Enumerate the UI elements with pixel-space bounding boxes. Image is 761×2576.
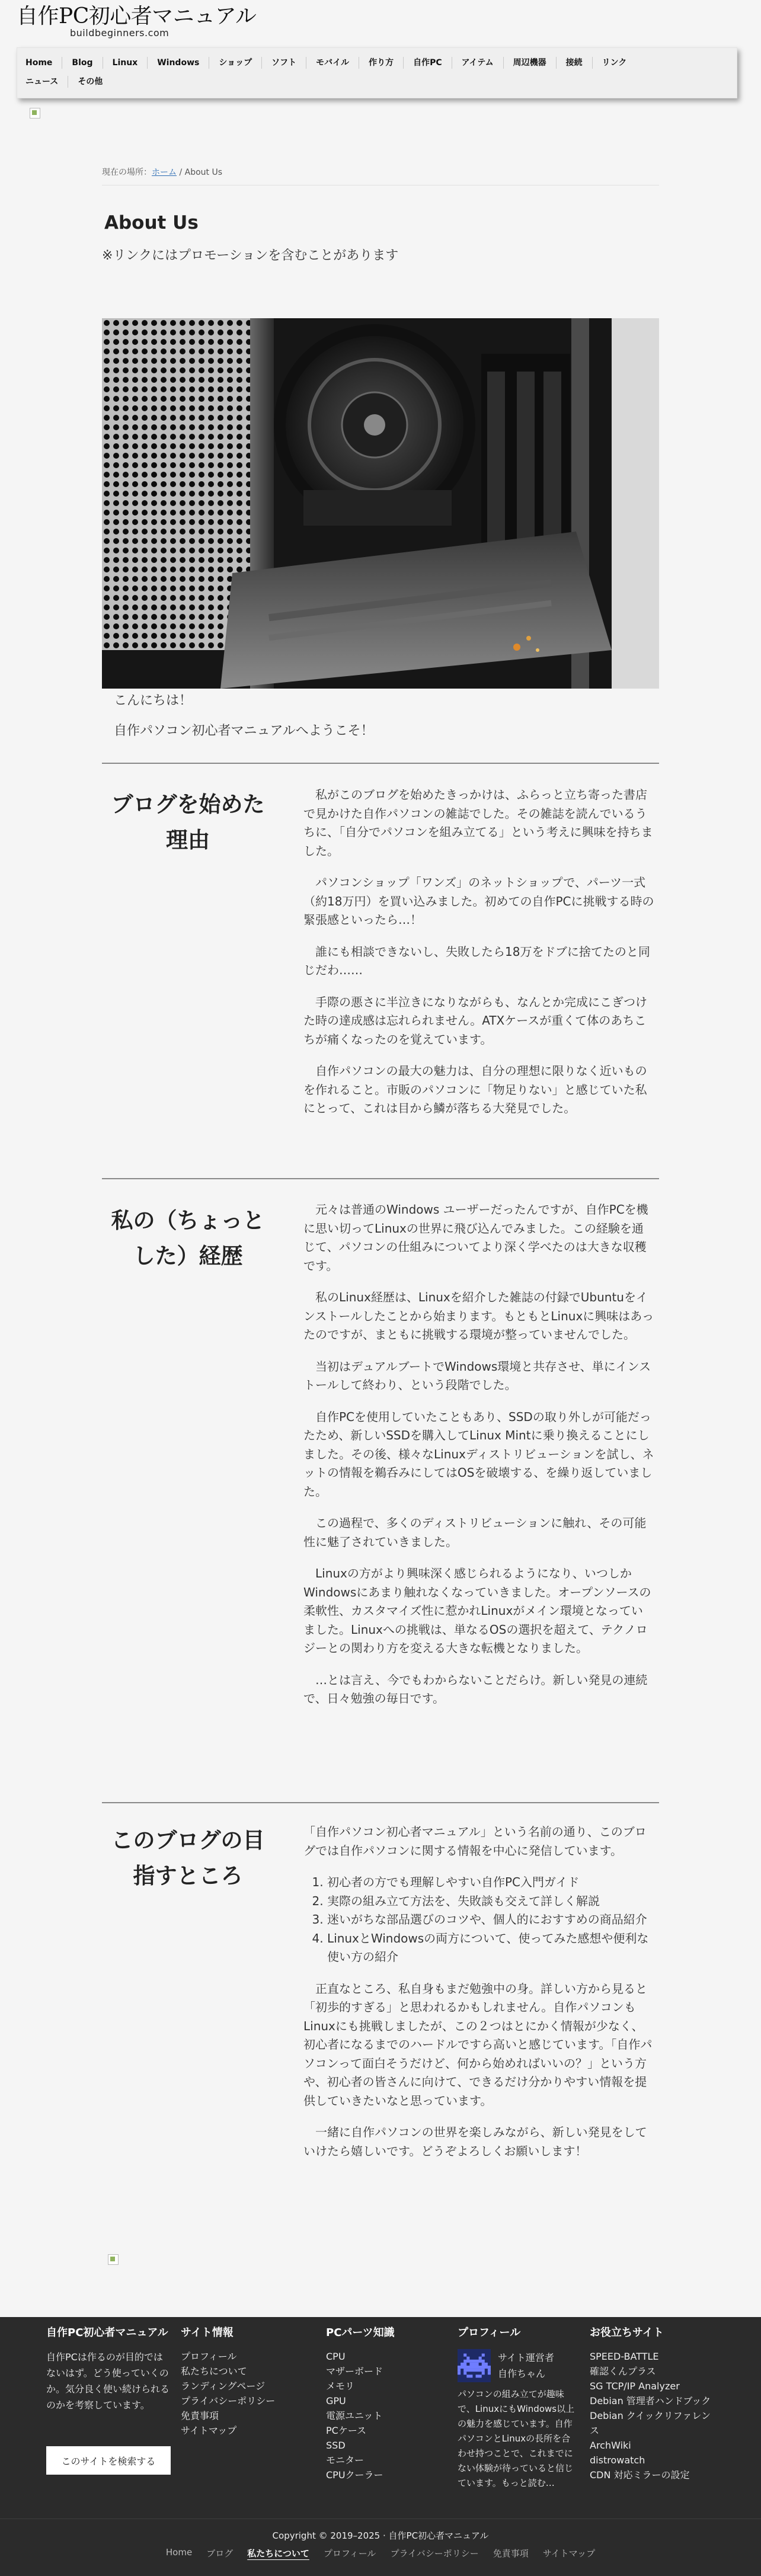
- footer-link[interactable]: 電源ユニット: [326, 2410, 383, 2421]
- banner-image-placeholder: [30, 108, 40, 119]
- invader-avatar-icon: [458, 2349, 491, 2382]
- footer-link[interactable]: GPU: [326, 2395, 346, 2407]
- footer-about-title: 自作PC初心者マニュアル: [46, 2327, 168, 2339]
- footer-link[interactable]: 確認くんプラス: [590, 2366, 656, 2377]
- breadcrumb-separator: /: [177, 168, 185, 177]
- greeting-text: こんにちは！: [114, 693, 193, 708]
- section-paragraph: 自作パソコンの最大の魅力は、自分の理想に限りなく近いものを作れること。市販のパソコンに「物足りない」と感じていた私にとって、これは目から鱗が落ちる大発見でした。: [303, 1064, 647, 1115]
- nav-row-1: [17, 54, 636, 72]
- section-body: [303, 1823, 654, 2174]
- footer-link[interactable]: プライバシーポリシー: [181, 2395, 276, 2407]
- footer-link[interactable]: SPEED-BATTLE: [590, 2351, 659, 2362]
- nav-item-item[interactable]: 作り方: [359, 57, 404, 69]
- nav-item-item[interactable]: ニュース: [17, 76, 68, 88]
- footer-link[interactable]: モニター: [326, 2455, 364, 2466]
- footer-link[interactable]: SG TCP/IP Analyzer: [590, 2380, 680, 2392]
- section-paragraph: 正直なところ、私自身もまだ勉強中の身。詳しい方から見ると「初歩的すぎる」と思われるかもしれません。自作パソコンもLinuxにも挑戦しましたが、この２つはとにかく情報が少なく、初心者になるまでのハードルですら高いと感じています。「自作パソコンって面白そうだけど、何から始めればいいの？」という方や、初心者の皆さんに向けて、できるだけ分かりやすい情報を提供していきたいなと思っています。: [303, 1981, 653, 2108]
- nav-item-item[interactable]: リンク: [602, 58, 627, 68]
- section-paragraph: 私のLinux経歴は、Linuxを紹介した雑誌の付録でUbuntuをインストールしたことから始まります。もともとLinuxに興味はあったのですが、まともに挑戦する環境が整っていませんでした。: [303, 1290, 654, 1342]
- site-search-button[interactable]: このサイトを検索する: [46, 2446, 171, 2475]
- section-title: ブログを始めた理由: [111, 792, 265, 853]
- footer-link[interactable]: 免責事項: [181, 2410, 219, 2421]
- breadcrumb-current: About Us: [184, 168, 223, 177]
- site-header: [0, 0, 761, 113]
- nav-item-home[interactable]: Home: [17, 57, 62, 69]
- breadcrumb: [102, 166, 222, 178]
- footer-nav-item[interactable]: プロフィール: [323, 2548, 376, 2559]
- footer-link[interactable]: ランディングページ: [181, 2380, 266, 2392]
- nav-item-windows[interactable]: Windows: [148, 57, 209, 69]
- footer-link[interactable]: マザーボード: [326, 2366, 383, 2377]
- profile-header: [458, 2349, 579, 2382]
- footer-link[interactable]: SSD: [326, 2440, 346, 2451]
- nav-item-item[interactable]: モバイル: [306, 57, 359, 69]
- feature-list: [303, 1873, 654, 1967]
- footer-nav-item[interactable]: サイトマップ: [542, 2548, 596, 2559]
- footer-link[interactable]: プロフィール: [181, 2351, 237, 2362]
- footer-link[interactable]: Debian 管理者ハンドブック: [590, 2395, 711, 2407]
- pc-hardware-photo: [102, 318, 659, 689]
- footer-useful-title: お役立ちサイト: [590, 2327, 664, 2339]
- section-paragraph: 私がこのブログを始めたきっかけは、ふらっと立ち寄った書店で見かけた自作パソコンの雑誌でした。その雑誌を読んでいるうちに、「自分でパソコンを組み立てる」という考えに興味を持ちました。: [303, 788, 653, 858]
- footer-about-column: [46, 2324, 171, 2413]
- section-paragraph: 当初はデュアルブートでWindows環境と共存させ、単にインストールして終わり、という段階でした。: [303, 1359, 651, 1392]
- section-paragraph: 元々は普通のWindows ユーザーだったんですが、自作PCを機に思い切ってLinuxの世界に飛び込んでみました。この経験を通じて、パソコンの仕組みについてより深く学べたのは大きな収穫です。: [303, 1202, 648, 1273]
- section-intro: 「自作パソコン初心者マニュアル」という名前の通り、このブログでは自作パソコンに関する情報を中心に発信しています。: [303, 1825, 647, 1858]
- site-footer: [0, 2317, 761, 2576]
- nav-item-item[interactable]: 接続: [557, 57, 593, 69]
- nav-item-blog[interactable]: Blog: [62, 57, 103, 69]
- list-item: 1. 初心者の方でも理解しやすい自作PC入門ガイド: [327, 1873, 654, 1892]
- welcome-text: 自作パソコン初心者マニュアルへようこそ！: [114, 724, 374, 738]
- footer-about-text: 自作PCは作るのが目的ではないはず。どう使っていくのか。気分良く使い続けられるのかを考察しています。: [46, 2351, 170, 2411]
- list-item: 4. LinuxとWindowsの両方について、使ってみた感想や便利な使い方の紹介: [327, 1929, 654, 1967]
- profile-name: 自作ちゃん: [498, 2368, 546, 2379]
- section-body: [303, 786, 654, 1131]
- footer-nav-item[interactable]: ブログ: [206, 2548, 234, 2559]
- section-body: [303, 1201, 654, 1721]
- nav-item-item[interactable]: ショップ: [209, 57, 262, 69]
- footer-nav-item[interactable]: Home: [165, 2547, 193, 2558]
- footer-useful-column: [590, 2324, 717, 2482]
- section-paragraph: …とは言え、今でもわからないことだらけ。新しい発見の連続で、日々勉強の毎日です。: [303, 1672, 648, 1705]
- list-item: 3. 迷いがちな部品選びのコツや、個人的におすすめの商品紹介: [327, 1911, 654, 1929]
- site-title[interactable]: 自作PC初心者マニュアル: [17, 4, 257, 28]
- copyright-text: Copyright © 2019–2025 · 自作PC初心者マニュアル: [272, 2530, 489, 2541]
- profile-role: サイト運営者: [498, 2352, 554, 2363]
- footer-link[interactable]: distrowatch: [590, 2455, 645, 2466]
- signature-image-placeholder: [108, 2254, 119, 2265]
- section-title: このブログの目指すところ: [111, 1828, 265, 1889]
- footer-site-info-title: サイト情報: [181, 2327, 234, 2339]
- footer-link[interactable]: 私たちについて: [181, 2366, 247, 2377]
- footer-link[interactable]: サイトマップ: [181, 2425, 237, 2436]
- footer-nav-item[interactable]: 私たちについて: [247, 2548, 309, 2559]
- section-paragraph: 自作PCを使用していたこともあり、SSDの取り外しが可能だったため、新しいSSDを購入してLinux Mintに乗り換えることにしました。その後、様々なLinuxディストリビューションを試し、ネットの情報を鵜呑みにしてはOSを破壊する、を繰り返していました。: [303, 1409, 654, 1499]
- footer-link[interactable]: CPU: [326, 2351, 346, 2362]
- main-navigation: [17, 47, 737, 98]
- section-paragraph: 一緒に自作パソコンの世界を楽しみながら、新しい発見をしていけたら嬉しいです。どうぞよろしくお願いします！: [303, 2125, 647, 2158]
- footer-parts-column: [326, 2324, 439, 2482]
- list-item: 2. 実際の組み立て方法を、失敗談も交えて詳しく解説: [327, 1892, 654, 1911]
- footer-profile-title: プロフィール: [458, 2327, 521, 2339]
- section-paragraph: Linuxの方がより興味深く感じられるようになり、いつしかWindowsにあまり触れなくなっていきました。オープンソースの柔軟性、カスタマイズ性に惹かれLinuxがメイン環境となっていました。Linuxへの挑戦は、単なるOSの選択を超えて、テクノロジーとの関わり方を変える大きな転機となりました。: [303, 1566, 651, 1655]
- section-title: 私の（ちょっとした）経歴: [111, 1208, 265, 1269]
- section-paragraph: 誰にも相談できないし、失敗したら18万をドブに捨てたのと同じだわ……: [303, 944, 650, 977]
- footer-link[interactable]: CPUクーラー: [326, 2469, 383, 2481]
- profile-text: パソコンの組み立てが趣味で、LinuxにもWindows以上の魅力を感じています。自作パソコンとLinuxの長所を合わせ持つことで、これまでにない体験が待っていると信じています。もっと読む…: [458, 2389, 575, 2488]
- nav-item-linux[interactable]: Linux: [103, 57, 148, 69]
- breadcrumb-home-link[interactable]: ホーム: [152, 168, 177, 177]
- pc-interior-illustration: [102, 318, 659, 689]
- promotion-note: ※リンクにはプロモーションを含むことがあります: [102, 248, 399, 263]
- nav-row-2: [17, 73, 112, 91]
- footer-navigation: [0, 2547, 761, 2559]
- section-divider: [102, 1802, 659, 1803]
- breadcrumb-prefix: 現在の場所：: [102, 168, 152, 177]
- section-paragraph: 手際の悪さに半泣きになりながらも、なんとか完成にこぎつけた時の達成感は忘れられません。ATXケースが重くて体のあちこちが痛くなったのを覚えています。: [303, 994, 647, 1047]
- footer-parts-title: PCパーツ知識: [326, 2327, 395, 2339]
- footer-site-info-column: [181, 2324, 305, 2438]
- site-subtitle: buildbeginners.com: [70, 27, 170, 39]
- section-paragraph: この過程で、多くのディストリビューションに触れ、その可能性に魅了されていきました。: [303, 1516, 647, 1549]
- footer-link[interactable]: CDN 対応ミラーの設定: [590, 2469, 690, 2481]
- section-divider: [102, 763, 659, 764]
- footer-link[interactable]: ArchWiki: [590, 2440, 631, 2451]
- footer-nav-item[interactable]: 免責事項: [493, 2548, 529, 2559]
- footer-profile-column: [458, 2324, 579, 2491]
- section-divider: [102, 1178, 659, 1179]
- footer-link[interactable]: メモリ: [326, 2380, 355, 2392]
- nav-item-item[interactable]: ソフト: [262, 57, 306, 69]
- nav-item-item[interactable]: 周辺機器: [504, 57, 557, 69]
- footer-link[interactable]: PCケース: [326, 2425, 367, 2436]
- nav-item-pc[interactable]: 自作PC: [404, 57, 452, 69]
- page-title: About Us: [104, 212, 199, 233]
- footer-link[interactable]: Debian クイックリファレンス: [590, 2410, 711, 2436]
- section-paragraph: パソコンショップ「ワンズ」のネットショップで、パーツ一式（約18万円）を買い込みました。初めての自作PCに挑戦する時の緊張感といったら…！: [303, 875, 654, 927]
- nav-item-item[interactable]: アイテム: [452, 57, 504, 69]
- nav-item-item[interactable]: その他: [78, 77, 103, 87]
- footer-nav-item[interactable]: プライバシーポリシー: [390, 2548, 479, 2559]
